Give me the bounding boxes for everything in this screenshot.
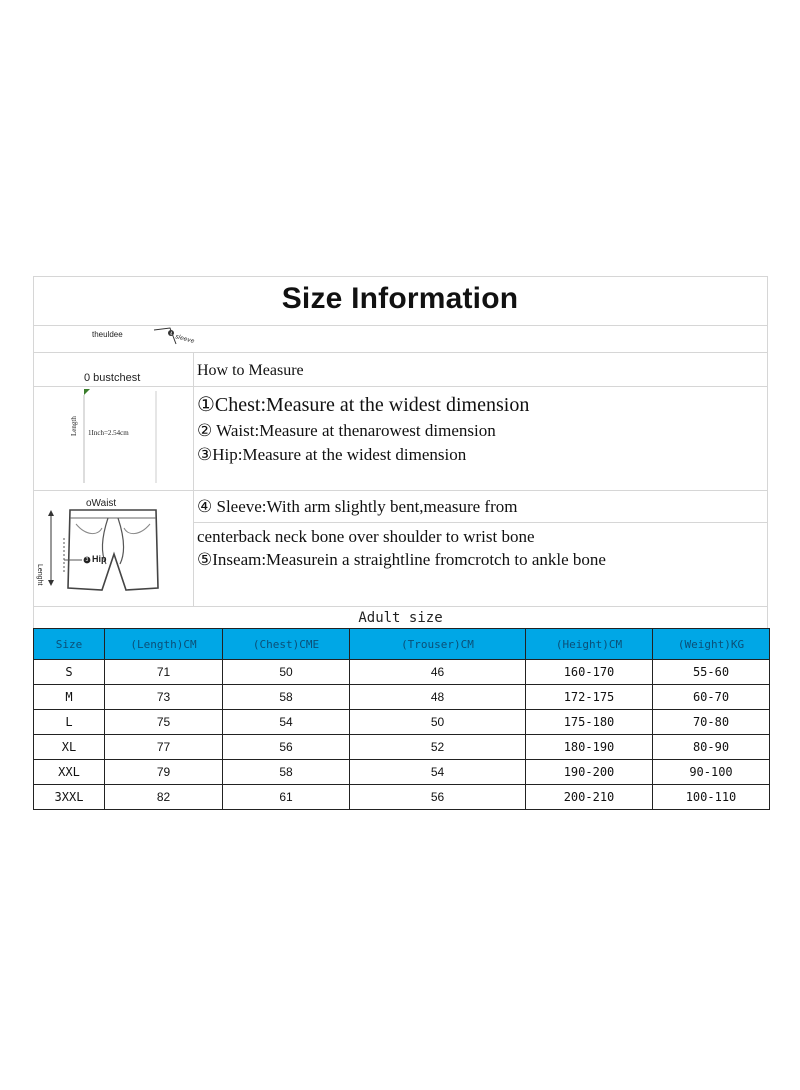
cell-chest: 61 bbox=[223, 785, 350, 810]
cell-height: 200-210 bbox=[526, 785, 653, 810]
cell-trouser: 56 bbox=[350, 785, 526, 810]
cell-chest: 58 bbox=[223, 760, 350, 785]
length-guide-icon bbox=[82, 387, 162, 487]
table-row bbox=[34, 735, 770, 760]
cell-weight: 70-80 bbox=[653, 710, 770, 735]
cell-weight: 90-100 bbox=[653, 760, 770, 785]
cell-height: 172-175 bbox=[526, 685, 653, 710]
hip-number: 3 bbox=[85, 557, 89, 563]
cell-size: S bbox=[34, 660, 105, 685]
cell-height: 190-200 bbox=[526, 760, 653, 785]
cell-size: L bbox=[34, 710, 105, 735]
cell-chest: 50 bbox=[223, 660, 350, 685]
table-header-row bbox=[34, 629, 770, 660]
cell-chest: 54 bbox=[223, 710, 350, 735]
cell-chest: 58 bbox=[223, 685, 350, 710]
cell-length: 75 bbox=[105, 710, 223, 735]
table-row bbox=[34, 760, 770, 785]
length-label: Length bbox=[70, 416, 78, 436]
inch-label: 1Inch=2.54cm bbox=[88, 429, 129, 437]
cell-chest: 56 bbox=[223, 735, 350, 760]
header-height: (Height)CM bbox=[526, 629, 653, 660]
cell-trouser: 46 bbox=[350, 660, 526, 685]
table-row bbox=[34, 685, 770, 710]
size-table bbox=[33, 628, 770, 810]
how-to-heading: How to Measure bbox=[197, 362, 304, 379]
table-caption: Adult size bbox=[358, 610, 443, 626]
table-row bbox=[34, 785, 770, 810]
cell-length: 82 bbox=[105, 785, 223, 810]
table-row bbox=[34, 660, 770, 685]
cell-trouser: 50 bbox=[350, 710, 526, 735]
how-to-line-6: ⑤Inseam:Measurein a straightline fromcrotch to ankle bone bbox=[197, 550, 606, 569]
sleeve-diagram-icon bbox=[150, 322, 198, 348]
cell-height: 180-190 bbox=[526, 735, 653, 760]
cell-trouser: 54 bbox=[350, 760, 526, 785]
sleeve-label: sleeve bbox=[174, 333, 196, 345]
table-row bbox=[34, 710, 770, 735]
cell-length: 79 bbox=[105, 760, 223, 785]
cell-length: 71 bbox=[105, 660, 223, 685]
cell-length: 77 bbox=[105, 735, 223, 760]
brand-label: theuldee bbox=[92, 330, 123, 339]
how-to-line-3: ③Hip:Measure at the widest dimension bbox=[197, 445, 467, 464]
how-to-line-2: ② Waist:Measure at thenarowest dimension bbox=[197, 421, 496, 440]
cell-weight: 100-110 bbox=[653, 785, 770, 810]
cell-size: M bbox=[34, 685, 105, 710]
page-title: Size Information bbox=[281, 282, 519, 315]
cell-size: 3XXL bbox=[34, 785, 105, 810]
how-to-line-4: ④ Sleeve:With arm slightly bent,measure from bbox=[197, 497, 518, 516]
how-to-line-1: ①Chest:Measure at the widest dimension bbox=[197, 394, 530, 416]
sleeve-number: 4 bbox=[170, 331, 173, 336]
cell-size: XXL bbox=[34, 760, 105, 785]
cell-trouser: 52 bbox=[350, 735, 526, 760]
header-length: (Length)CM bbox=[105, 629, 223, 660]
header-weight: (Weight)KG bbox=[653, 629, 770, 660]
header-chest: (Chest)CME bbox=[223, 629, 350, 660]
bust-label: 0 bustchest bbox=[84, 372, 141, 384]
cell-height: 175-180 bbox=[526, 710, 653, 735]
cell-size: XL bbox=[34, 735, 105, 760]
cell-weight: 80-90 bbox=[653, 735, 770, 760]
hip-label: Hip bbox=[92, 554, 107, 564]
cell-weight: 55-60 bbox=[653, 660, 770, 685]
cell-trouser: 48 bbox=[350, 685, 526, 710]
lenght-label: Lenght bbox=[36, 564, 43, 586]
header-trouser: (Trouser)CM bbox=[350, 629, 526, 660]
shorts-diagram-icon bbox=[42, 502, 166, 600]
how-to-line-5: centerback neck bone over shoulder to wrist bone bbox=[197, 527, 535, 546]
header-size: Size bbox=[34, 629, 105, 660]
cell-length: 73 bbox=[105, 685, 223, 710]
cell-height: 160-170 bbox=[526, 660, 653, 685]
waist-label: oWaist bbox=[86, 498, 117, 509]
cell-weight: 60-70 bbox=[653, 685, 770, 710]
